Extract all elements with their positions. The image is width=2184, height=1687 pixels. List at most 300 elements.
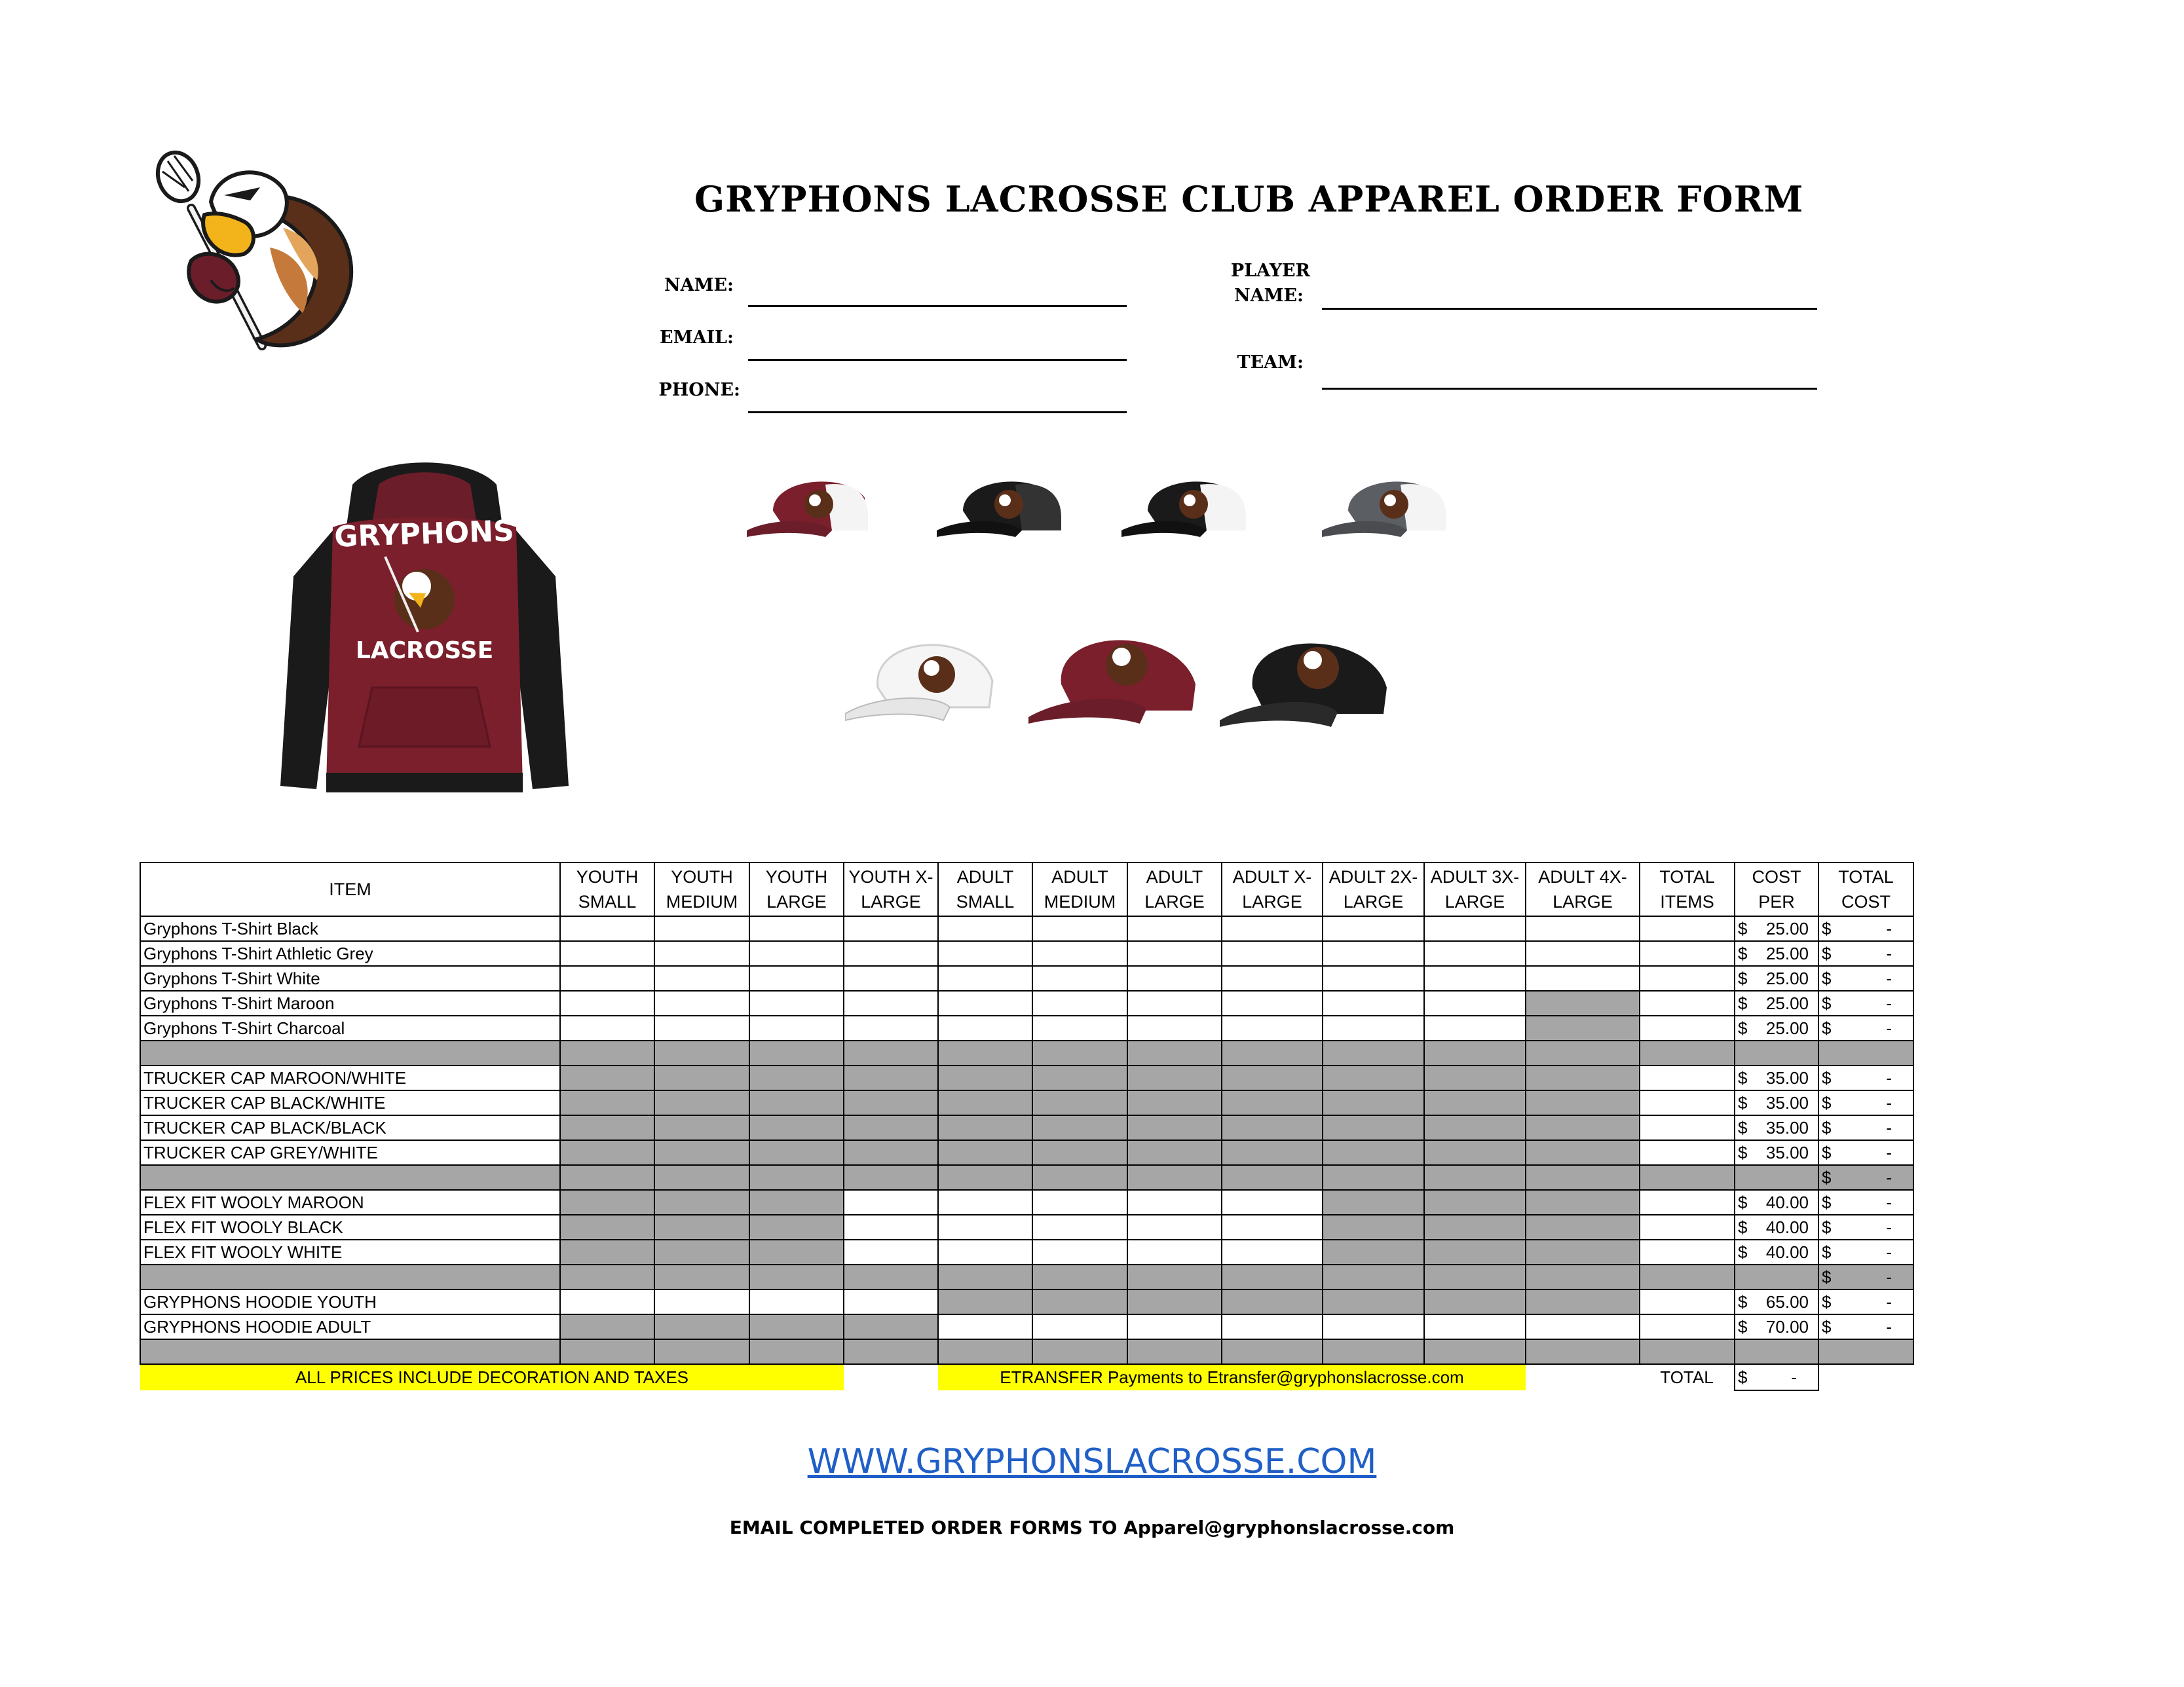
separator-cell (1032, 1041, 1127, 1066)
trucker-cap-maroon-white-image (747, 465, 878, 550)
quantity-cell[interactable] (560, 916, 654, 941)
table-row (140, 916, 1913, 941)
total-cost-cell (1818, 1265, 1913, 1289)
currency-symbol: $ (1822, 1242, 1832, 1262)
column-header: YOUTH MEDIUM (654, 862, 749, 916)
table-row (140, 991, 1913, 1016)
column-header: ADULT MEDIUM (1032, 862, 1127, 916)
separator-cell (1032, 1265, 1127, 1289)
unavailable-size-cell (1222, 1066, 1323, 1090)
separator-cell (1735, 1041, 1818, 1066)
website-link[interactable]: WWW.GRYPHONSLACROSSE.COM (807, 1442, 1377, 1481)
cost-per-value: 35.00 (1765, 1142, 1809, 1162)
quantity-cell[interactable] (1323, 966, 1424, 991)
quantity-cell[interactable] (1323, 1314, 1424, 1339)
cost-per-value: 35.00 (1765, 1067, 1809, 1088)
quantity-cell[interactable] (1526, 966, 1640, 991)
total-items-cell (1640, 1140, 1735, 1165)
unavailable-size-cell (1526, 1066, 1640, 1090)
unavailable-size-cell (1032, 1090, 1127, 1115)
quantity-cell[interactable] (1323, 991, 1424, 1016)
unavailable-size-cell (654, 1090, 749, 1115)
unavailable-size-cell (1323, 1090, 1424, 1115)
unavailable-size-cell (1424, 1115, 1526, 1140)
quantity-cell[interactable] (1424, 916, 1526, 941)
table-row (140, 1190, 1913, 1215)
unavailable-size-cell (654, 1140, 749, 1165)
name-field[interactable] (748, 305, 1127, 307)
quantity-cell[interactable] (654, 916, 749, 941)
item-name: FLEX FIT WOOLY WHITE (140, 1240, 560, 1265)
quantity-cell[interactable] (1424, 941, 1526, 966)
quantity-cell[interactable] (1222, 1314, 1323, 1339)
quantity-cell[interactable] (844, 916, 938, 941)
currency-symbol: $ (1822, 993, 1832, 1013)
column-header: ADULT SMALL (938, 862, 1032, 916)
currency-symbol: $ (1738, 1291, 1748, 1312)
table-row (140, 1090, 1913, 1115)
separator-cell (844, 1339, 938, 1364)
separator-cell (1818, 1339, 1913, 1364)
quantity-cell[interactable] (1222, 991, 1323, 1016)
flex-fit-cap-white-image (845, 622, 1002, 733)
table-row (140, 1215, 1913, 1240)
column-header: ADULT X-LARGE (1222, 862, 1323, 916)
separator-row (140, 1041, 1913, 1066)
unavailable-size-cell (1526, 1090, 1640, 1115)
club-logo (145, 149, 381, 359)
item-name: Gryphons T-Shirt Black (140, 916, 560, 941)
total-cost-cell (1818, 1289, 1913, 1314)
table-row (140, 1016, 1913, 1041)
currency-symbol: $ (1738, 968, 1748, 988)
separator-cell (560, 1339, 654, 1364)
currency-symbol: $ (1822, 1117, 1832, 1138)
total-items-cell (1640, 991, 1735, 1016)
separator-cell (654, 1265, 749, 1289)
separator-cell (1640, 1041, 1735, 1066)
cost-per-value: 40.00 (1765, 1217, 1809, 1237)
separator-cell (1127, 1041, 1222, 1066)
flex-fit-cap-black-image (1220, 622, 1397, 737)
unavailable-size-cell (1127, 1140, 1222, 1165)
unavailable-size-cell (749, 1215, 844, 1240)
unavailable-size-cell (1526, 1016, 1640, 1041)
total-cost-value: - (1886, 968, 1892, 988)
total-cost-cell (1818, 1215, 1913, 1240)
separator-cell (1222, 1339, 1323, 1364)
currency-symbol: $ (1738, 943, 1748, 963)
currency-symbol: $ (1822, 1316, 1832, 1337)
quantity-cell[interactable] (938, 1314, 1032, 1339)
quantity-cell[interactable] (1032, 916, 1127, 941)
separator-row (140, 1339, 1913, 1364)
unavailable-size-cell (749, 1140, 844, 1165)
total-cost-value: - (1886, 1291, 1892, 1312)
column-header: TOTAL ITEMS (1640, 862, 1735, 916)
cost-per-value: 25.00 (1765, 943, 1809, 963)
table-row (140, 1066, 1913, 1090)
quantity-cell[interactable] (844, 941, 938, 966)
separator-cell (1323, 1265, 1424, 1289)
unavailable-size-cell (560, 1140, 654, 1165)
trucker-cap-black-white-image (937, 465, 1074, 550)
quantity-cell[interactable] (1032, 1240, 1127, 1265)
cost-per-cell (1735, 1115, 1818, 1140)
total-cost-value: - (1886, 918, 1892, 938)
item-name: TRUCKER CAP BLACK/WHITE (140, 1090, 560, 1115)
quantity-cell[interactable] (654, 941, 749, 966)
quantity-cell[interactable] (1323, 941, 1424, 966)
separator-cell (844, 1265, 938, 1289)
total-items-cell (1640, 1215, 1735, 1240)
total-cost-cell (1818, 966, 1913, 991)
quantity-cell[interactable] (1424, 1016, 1526, 1041)
total-cost-value: - (1886, 1242, 1892, 1262)
unavailable-size-cell (1424, 1190, 1526, 1215)
separator-cell (1818, 1041, 1913, 1066)
quantity-cell[interactable] (938, 1240, 1032, 1265)
separator-cell (560, 1265, 654, 1289)
unavailable-size-cell (1323, 1190, 1424, 1215)
unavailable-size-cell (560, 1215, 654, 1240)
quantity-cell[interactable] (844, 1190, 938, 1215)
unavailable-size-cell (1323, 1066, 1424, 1090)
total-cost-value: - (1886, 1267, 1892, 1287)
total-cost-value: - (1886, 1117, 1892, 1138)
separator-row (140, 1165, 1913, 1190)
item-name: FLEX FIT WOOLY BLACK (140, 1215, 560, 1240)
total-cost-cell (1818, 991, 1913, 1016)
unavailable-size-cell (560, 1090, 654, 1115)
unavailable-size-cell (938, 1289, 1032, 1314)
unavailable-size-cell (938, 1090, 1032, 1115)
quantity-cell[interactable] (1424, 1314, 1526, 1339)
unavailable-size-cell (1424, 1066, 1526, 1090)
cost-per-value: 25.00 (1765, 1018, 1809, 1038)
unavailable-size-cell (1222, 1289, 1323, 1314)
quantity-cell[interactable] (1424, 966, 1526, 991)
quantity-cell[interactable] (560, 1289, 654, 1314)
unavailable-size-cell (749, 1115, 844, 1140)
total-cost-value: - (1886, 1067, 1892, 1088)
quantity-cell[interactable] (560, 966, 654, 991)
quantity-cell[interactable] (1032, 1314, 1127, 1339)
separator-cell (1127, 1339, 1222, 1364)
table-row (140, 1289, 1913, 1314)
unavailable-size-cell (844, 1115, 938, 1140)
quantity-cell[interactable] (844, 1289, 938, 1314)
currency-symbol: $ (1822, 968, 1832, 988)
quantity-cell[interactable] (1032, 1215, 1127, 1240)
separator-cell (1526, 1339, 1640, 1364)
quantity-cell[interactable] (1127, 1240, 1222, 1265)
quantity-cell[interactable] (938, 1190, 1032, 1215)
separator-cell (1323, 1165, 1424, 1190)
quantity-cell[interactable] (654, 966, 749, 991)
unavailable-size-cell (560, 1190, 654, 1215)
spacer (1526, 1364, 1640, 1390)
unavailable-size-cell (1323, 1215, 1424, 1240)
item-name: Gryphons T-Shirt White (140, 966, 560, 991)
currency-symbol: $ (1822, 1167, 1832, 1187)
quantity-cell[interactable] (654, 1016, 749, 1041)
separator-cell (1735, 1339, 1818, 1364)
separator-cell (1032, 1165, 1127, 1190)
quantity-cell[interactable] (1127, 1016, 1222, 1041)
quantity-cell[interactable] (938, 1016, 1032, 1041)
unavailable-size-cell (1127, 1115, 1222, 1140)
quantity-cell[interactable] (654, 1289, 749, 1314)
separator-cell (654, 1165, 749, 1190)
separator-cell (560, 1041, 654, 1066)
separator-cell (560, 1165, 654, 1190)
quantity-cell[interactable] (844, 1240, 938, 1265)
unavailable-size-cell (654, 1190, 749, 1215)
total-cost-cell (1818, 941, 1913, 966)
currency-symbol: $ (1738, 1316, 1748, 1337)
quantity-cell[interactable] (844, 991, 938, 1016)
player-name-field[interactable] (1322, 308, 1817, 310)
unavailable-size-cell (560, 1066, 654, 1090)
quantity-cell[interactable] (938, 1215, 1032, 1240)
quantity-cell[interactable] (749, 991, 844, 1016)
order-table (140, 862, 1914, 1391)
team-label: TEAM: (1237, 352, 1304, 373)
total-cost-value: - (1886, 1092, 1892, 1113)
quantity-cell[interactable] (749, 966, 844, 991)
item-name: FLEX FIT WOOLY MAROON (140, 1190, 560, 1215)
quantity-cell[interactable] (844, 966, 938, 991)
separator-cell (1127, 1265, 1222, 1289)
total-cost-value: - (1886, 1167, 1892, 1187)
quantity-cell[interactable] (1222, 966, 1323, 991)
email-label: EMAIL: (660, 327, 734, 348)
quantity-cell[interactable] (749, 1289, 844, 1314)
separator-cell (1424, 1165, 1526, 1190)
total-cost-cell (1818, 1016, 1913, 1041)
unavailable-size-cell (938, 1140, 1032, 1165)
quantity-cell[interactable] (938, 991, 1032, 1016)
cost-per-cell (1735, 1140, 1818, 1165)
cost-per-value: 25.00 (1765, 993, 1809, 1013)
separator-cell (1323, 1339, 1424, 1364)
cost-per-cell (1735, 1215, 1818, 1240)
quantity-cell[interactable] (1526, 941, 1640, 966)
currency-symbol: $ (1822, 1192, 1832, 1212)
cost-per-value: 40.00 (1765, 1242, 1809, 1262)
total-items-cell (1640, 1289, 1735, 1314)
separator-cell (1526, 1041, 1640, 1066)
total-cost-cell (1818, 1140, 1913, 1165)
quantity-cell[interactable] (560, 941, 654, 966)
unavailable-size-cell (654, 1115, 749, 1140)
currency-symbol: $ (1738, 1067, 1748, 1088)
total-items-cell (1640, 1066, 1735, 1090)
unavailable-size-cell (1526, 1115, 1640, 1140)
unavailable-size-cell (1222, 1090, 1323, 1115)
total-cost-cell (1818, 1090, 1913, 1115)
unavailable-size-cell (654, 1066, 749, 1090)
item-name: GRYPHONS HOODIE YOUTH (140, 1289, 560, 1314)
currency-symbol: $ (1738, 1192, 1748, 1212)
currency-symbol: $ (1822, 1092, 1832, 1113)
separator-cell (938, 1265, 1032, 1289)
quantity-cell[interactable] (1032, 1190, 1127, 1215)
currency-symbol: $ (1822, 918, 1832, 938)
total-cost-value: - (1886, 1316, 1892, 1337)
quantity-cell[interactable] (1127, 1314, 1222, 1339)
cost-per-value: 25.00 (1765, 918, 1809, 938)
separator-cell (1323, 1041, 1424, 1066)
total-label: TOTAL (1640, 1364, 1735, 1390)
currency-symbol: $ (1738, 1217, 1748, 1237)
total-items-cell (1640, 1240, 1735, 1265)
unavailable-size-cell (1526, 1190, 1640, 1215)
item-name: Gryphons T-Shirt Charcoal (140, 1016, 560, 1041)
quantity-cell[interactable] (560, 991, 654, 1016)
unavailable-size-cell (1032, 1140, 1127, 1165)
quantity-cell[interactable] (1222, 1016, 1323, 1041)
email-instructions: EMAIL COMPLETED ORDER FORMS TO Apparel@gryphonslacrosse.com (729, 1517, 1455, 1538)
quantity-cell[interactable] (1222, 1240, 1323, 1265)
quantity-cell[interactable] (1222, 941, 1323, 966)
unavailable-size-cell (1323, 1240, 1424, 1265)
total-items-cell (1640, 1314, 1735, 1339)
table-row (140, 941, 1913, 966)
quantity-cell[interactable] (749, 941, 844, 966)
column-header: ADULT LARGE (1127, 862, 1222, 916)
currency-symbol: $ (1822, 1267, 1832, 1287)
separator-cell (749, 1041, 844, 1066)
unavailable-size-cell (844, 1090, 938, 1115)
separator-cell (1526, 1265, 1640, 1289)
quantity-cell[interactable] (1222, 1215, 1323, 1240)
quantity-cell[interactable] (1032, 991, 1127, 1016)
item-name: TRUCKER CAP MAROON/WHITE (140, 1066, 560, 1090)
total-cost-value: - (1886, 1142, 1892, 1162)
table-row (140, 1314, 1913, 1339)
table-row (140, 1240, 1913, 1265)
table-row (140, 966, 1913, 991)
quantity-cell[interactable] (749, 916, 844, 941)
total-cost-cell (1818, 1165, 1913, 1190)
quantity-cell[interactable] (654, 991, 749, 1016)
total-cost-value: - (1886, 943, 1892, 963)
currency-symbol: $ (1738, 1117, 1748, 1138)
unavailable-size-cell (1323, 1115, 1424, 1140)
phone-field[interactable] (748, 411, 1127, 413)
cost-per-cell (1735, 1090, 1818, 1115)
quantity-cell[interactable] (1222, 916, 1323, 941)
quantity-cell[interactable] (1127, 991, 1222, 1016)
quantity-cell[interactable] (844, 1016, 938, 1041)
currency-symbol: $ (1738, 918, 1748, 938)
quantity-cell[interactable] (1127, 966, 1222, 991)
separator-cell (844, 1041, 938, 1066)
unavailable-size-cell (1424, 1215, 1526, 1240)
cost-per-cell (1735, 916, 1818, 941)
quantity-cell[interactable] (1222, 1190, 1323, 1215)
quantity-cell[interactable] (938, 916, 1032, 941)
unavailable-size-cell (1127, 1289, 1222, 1314)
cost-per-cell (1735, 1016, 1818, 1041)
unavailable-size-cell (1424, 1289, 1526, 1314)
total-cost-value: - (1886, 1192, 1892, 1212)
unavailable-size-cell (1526, 1140, 1640, 1165)
name-label: NAME: (664, 275, 734, 295)
quantity-cell[interactable] (1526, 916, 1640, 941)
separator-cell (1424, 1041, 1526, 1066)
quantity-cell[interactable] (1424, 991, 1526, 1016)
quantity-cell[interactable] (560, 1016, 654, 1041)
separator-cell (1735, 1265, 1818, 1289)
team-field[interactable] (1322, 388, 1817, 390)
unavailable-size-cell (560, 1115, 654, 1140)
unavailable-size-cell (938, 1066, 1032, 1090)
cost-per-cell (1735, 941, 1818, 966)
item-name: GRYPHONS HOODIE ADULT (140, 1314, 560, 1339)
quantity-cell[interactable] (1032, 941, 1127, 966)
separator-cell (1222, 1165, 1323, 1190)
hoodie-text-bottom: LACROSSE (355, 637, 494, 664)
quantity-cell[interactable] (1127, 1190, 1222, 1215)
player-label-line2: NAME: (1233, 286, 1304, 306)
cost-per-value: 65.00 (1765, 1291, 1809, 1312)
quantity-cell[interactable] (938, 941, 1032, 966)
flex-fit-cap-maroon-image (1028, 619, 1205, 733)
unavailable-size-cell (1032, 1289, 1127, 1314)
item-name: Gryphons T-Shirt Maroon (140, 991, 560, 1016)
separator-cell (749, 1165, 844, 1190)
total-cost-cell (1818, 1190, 1913, 1215)
trucker-cap-grey-white-image (1322, 465, 1459, 550)
quantity-cell[interactable] (1032, 1016, 1127, 1041)
total-cost-cell (1818, 1240, 1913, 1265)
email-field[interactable] (748, 359, 1127, 361)
currency-symbol: $ (1738, 1092, 1748, 1113)
quantity-cell[interactable] (1323, 1016, 1424, 1041)
separator-cell (938, 1339, 1032, 1364)
unavailable-size-cell (749, 1190, 844, 1215)
separator-cell (1424, 1265, 1526, 1289)
unavailable-size-cell (1526, 1215, 1640, 1240)
unavailable-size-cell (654, 1314, 749, 1339)
quantity-cell[interactable] (1032, 966, 1127, 991)
unavailable-size-cell (1424, 1240, 1526, 1265)
separator-cell (844, 1165, 938, 1190)
cost-per-value: 35.00 (1765, 1092, 1809, 1113)
quantity-cell[interactable] (1526, 1314, 1640, 1339)
quantity-cell[interactable] (1127, 916, 1222, 941)
quantity-cell[interactable] (844, 1215, 938, 1240)
quantity-cell[interactable] (1127, 941, 1222, 966)
currency-symbol: $ (1738, 993, 1748, 1013)
quantity-cell[interactable] (1323, 916, 1424, 941)
separator-cell (654, 1041, 749, 1066)
total-cost-cell (1818, 1314, 1913, 1339)
quantity-cell[interactable] (1127, 1215, 1222, 1240)
unavailable-size-cell (844, 1140, 938, 1165)
item-name: Gryphons T-Shirt Athletic Grey (140, 941, 560, 966)
trucker-cap-black-black-image (1121, 465, 1259, 550)
quantity-cell[interactable] (938, 966, 1032, 991)
unavailable-size-cell (844, 1314, 938, 1339)
total-items-cell (1640, 1115, 1735, 1140)
cost-per-value: 35.00 (1765, 1117, 1809, 1138)
currency-symbol: $ (1822, 943, 1832, 963)
quantity-cell[interactable] (749, 1016, 844, 1041)
